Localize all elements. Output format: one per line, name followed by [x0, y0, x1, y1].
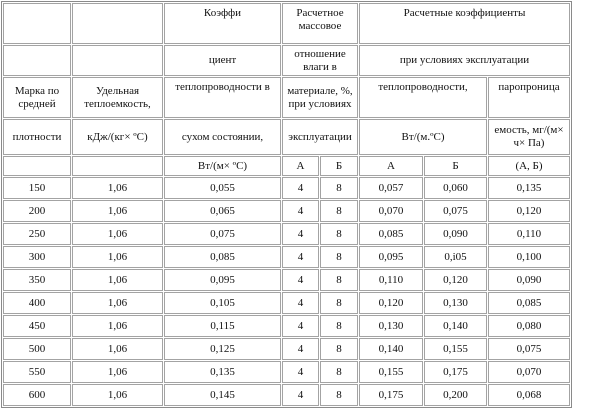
table-cell-vlaga-a: 4: [282, 384, 319, 406]
table-row: [3, 246, 570, 268]
header-row-4: [3, 119, 570, 155]
table-cell-teplo-a: 0,057: [359, 177, 423, 199]
table-cell-paro: 0,120: [488, 200, 570, 222]
table-cell-marka: 300: [3, 246, 71, 268]
table-cell-teplo-sukh: 0,125: [164, 338, 281, 360]
table-cell-vlaga-a: 4: [282, 361, 319, 383]
header-unit-vt: Вт/(м.ºС): [359, 119, 487, 155]
table-cell-vlaga-b: 8: [320, 200, 358, 222]
header-col-b: Б: [320, 156, 358, 176]
table-cell-marka: 350: [3, 269, 71, 291]
table-cell-teplo-a: 0,085: [359, 223, 423, 245]
table-row: [3, 269, 570, 291]
table-cell-teplo-sukh: 0,105: [164, 292, 281, 314]
header-cell-empty: [72, 3, 163, 44]
header-udelnaya: Удельная теплоемкость,: [72, 77, 163, 118]
table-cell-marka: 200: [3, 200, 71, 222]
table-cell-vlaga-b: 8: [320, 223, 358, 245]
table-row: [3, 200, 570, 222]
table-cell-marka: 500: [3, 338, 71, 360]
corner-mark: [0, 393, 6, 403]
table-cell-paro: 0,075: [488, 338, 570, 360]
table-cell-teplo-a: 0,130: [359, 315, 423, 337]
table-cell-teplo-b: 0,200: [424, 384, 487, 406]
table-cell-marka: 450: [3, 315, 71, 337]
table-cell-vlaga-a: 4: [282, 315, 319, 337]
header-plotnosti: плотности: [3, 119, 71, 155]
table-cell-udelnaya: 1,06: [72, 384, 163, 406]
table-cell-teplo-a: 0,120: [359, 292, 423, 314]
header-cell-empty: [3, 45, 71, 76]
table-cell-teplo-a: 0,175: [359, 384, 423, 406]
header-paroproniza: паропроница: [488, 77, 570, 118]
table-cell-vlaga-b: 8: [320, 292, 358, 314]
table-cell-teplo-b: 0,140: [424, 315, 487, 337]
table-cell-teplo-a: 0,095: [359, 246, 423, 268]
table-cell-teplo-a: 0,070: [359, 200, 423, 222]
table-cell-udelnaya: 1,06: [72, 269, 163, 291]
table-cell-marka: 550: [3, 361, 71, 383]
table-cell-teplo-sukh: 0,075: [164, 223, 281, 245]
table-cell-teplo-sukh: 0,085: [164, 246, 281, 268]
table-cell-teplo-b: 0,075: [424, 200, 487, 222]
table-cell-teplo-sukh: 0,065: [164, 200, 281, 222]
table-cell-vlaga-b: 8: [320, 246, 358, 268]
table-cell-udelnaya: 1,06: [72, 177, 163, 199]
table-cell-teplo-b: 0,120: [424, 269, 487, 291]
header-ekspluatatsii: эксплуатации: [282, 119, 358, 155]
table-cell-paro: 0,135: [488, 177, 570, 199]
table-cell-vlaga-a: 4: [282, 200, 319, 222]
header-teploprovodnosti-2: теплопроводности,: [359, 77, 487, 118]
table-cell-vlaga-b: 8: [320, 338, 358, 360]
table-cell-teplo-b: 0,i05: [424, 246, 487, 268]
header-emkost: емость, мг/(м× ч× Па): [488, 119, 570, 155]
table-row: [3, 361, 570, 383]
table-cell-teplo-sukh: 0,145: [164, 384, 281, 406]
header-raschetnye-koeff: Расчетные коэффициенты: [359, 3, 570, 44]
table-cell-teplo-b: 0,130: [424, 292, 487, 314]
table-cell-vlaga-b: 8: [320, 361, 358, 383]
header-unit-kdzh: кДж/(кг× ºС): [72, 119, 163, 155]
table-cell-vlaga-b: 8: [320, 269, 358, 291]
table-row: [3, 384, 570, 406]
table-cell-teplo-a: 0,140: [359, 338, 423, 360]
table-cell-teplo-a: 0,110: [359, 269, 423, 291]
table-cell-paro: 0,110: [488, 223, 570, 245]
header-col-a-2: А: [359, 156, 423, 176]
table-cell-udelnaya: 1,06: [72, 315, 163, 337]
header-marka: Марка по средней: [3, 77, 71, 118]
table-row: [3, 223, 570, 245]
header-tsient: циент: [164, 45, 281, 76]
table-cell-teplo-b: 0,175: [424, 361, 487, 383]
header-col-a: А: [282, 156, 319, 176]
table-cell-udelnaya: 1,06: [72, 200, 163, 222]
table-cell-teplo-b: 0,090: [424, 223, 487, 245]
table-cell-paro: 0,085: [488, 292, 570, 314]
table-cell-paro: 0,070: [488, 361, 570, 383]
table-cell-paro: 0,100: [488, 246, 570, 268]
table-cell-paro: 0,080: [488, 315, 570, 337]
table-cell-vlaga-a: 4: [282, 269, 319, 291]
table-cell-teplo-sukh: 0,135: [164, 361, 281, 383]
table-cell-teplo-sukh: 0,115: [164, 315, 281, 337]
header-unit-vt-2: Вт/(м× ºС): [164, 156, 281, 176]
table-cell-vlaga-a: 4: [282, 246, 319, 268]
table-cell-paro: 0,090: [488, 269, 570, 291]
header-cell-empty: [72, 45, 163, 76]
header-row-2: [3, 45, 570, 76]
thermal-properties-table: [1, 1, 572, 408]
header-teploprovodnosti: теплопроводности в: [164, 77, 281, 118]
table-cell-vlaga-b: 8: [320, 315, 358, 337]
table-cell-vlaga-a: 4: [282, 177, 319, 199]
table-cell-marka: 150: [3, 177, 71, 199]
table-cell-udelnaya: 1,06: [72, 338, 163, 360]
table-cell-vlaga-a: 4: [282, 338, 319, 360]
table-cell-marka: 600: [3, 384, 71, 406]
table-cell-vlaga-b: 8: [320, 384, 358, 406]
table-row: [3, 315, 570, 337]
table-cell-udelnaya: 1,06: [72, 246, 163, 268]
table-cell-vlaga-a: 4: [282, 223, 319, 245]
table-cell-marka: 400: [3, 292, 71, 314]
header-cell-empty: [3, 156, 71, 176]
table-cell-udelnaya: 1,06: [72, 292, 163, 314]
table-row: [3, 292, 570, 314]
header-koeff: Коэффи: [164, 3, 281, 44]
table-cell-udelnaya: 1,06: [72, 361, 163, 383]
header-cell-empty: [3, 3, 71, 44]
table-cell-teplo-a: 0,155: [359, 361, 423, 383]
header-massovoe: Расчетное массовое: [282, 3, 358, 44]
table-row: [3, 338, 570, 360]
header-otnoshenie: отношение влаги в: [282, 45, 358, 76]
table-cell-teplo-b: 0,155: [424, 338, 487, 360]
header-materiale: материале, %, при условиях: [282, 77, 358, 118]
table-body: [3, 177, 570, 406]
header-row-3: [3, 77, 570, 118]
table-cell-paro: 0,068: [488, 384, 570, 406]
table-cell-teplo-sukh: 0,095: [164, 269, 281, 291]
table-cell-marka: 250: [3, 223, 71, 245]
header-row-1: [3, 3, 570, 44]
table-row: [3, 177, 570, 199]
header-sukhom: сухом состоянии,: [164, 119, 281, 155]
table-cell-udelnaya: 1,06: [72, 223, 163, 245]
table-cell-vlaga-a: 4: [282, 292, 319, 314]
table-cell-vlaga-b: 8: [320, 177, 358, 199]
header-col-b-2: Б: [424, 156, 487, 176]
table-cell-teplo-sukh: 0,055: [164, 177, 281, 199]
table-cell-teplo-b: 0,060: [424, 177, 487, 199]
header-cell-empty: [72, 156, 163, 176]
header-row-5: [3, 156, 570, 176]
header-usloviya: при условиях эксплуатации: [359, 45, 570, 76]
header-col-ab: (А, Б): [488, 156, 570, 176]
